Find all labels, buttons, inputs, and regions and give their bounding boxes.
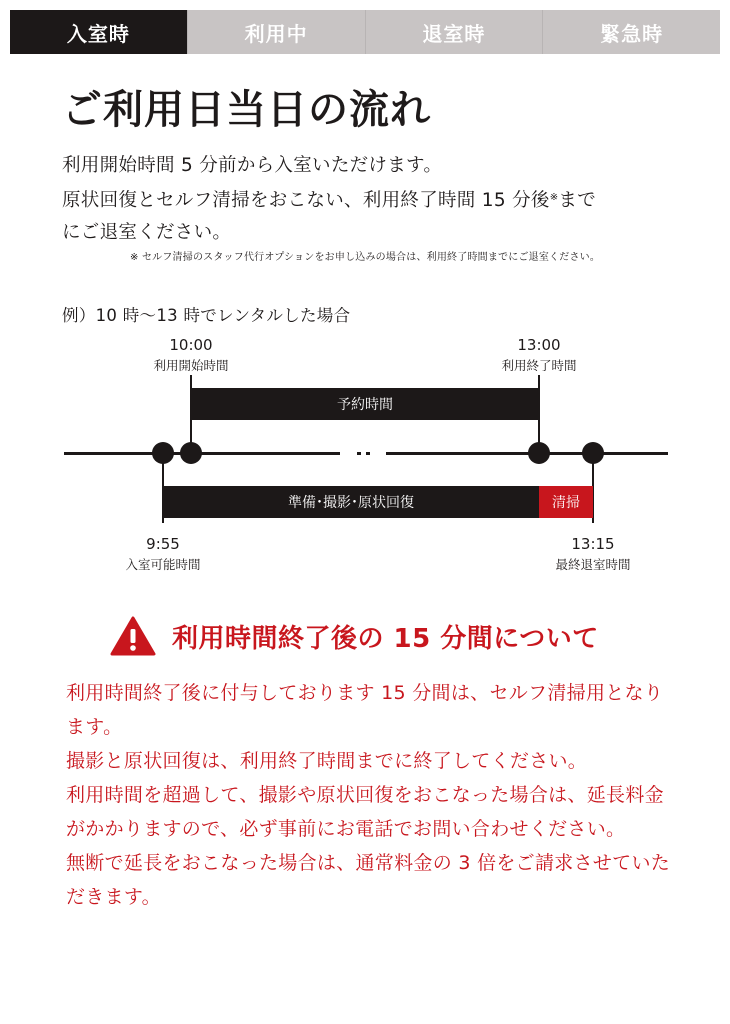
exit-time: 13:15 — [571, 535, 615, 553]
page-title: ご利用日当日の流れ — [62, 87, 431, 133]
end-label: 利用終了時間 — [501, 358, 577, 373]
entry-label: 入室可能時間 — [125, 557, 201, 572]
exit-label: 最終退室時間 — [555, 557, 631, 572]
entry-time: 9:55 — [146, 535, 180, 553]
tab-bar — [10, 10, 720, 54]
cleaning-bar: 清掃 — [539, 486, 593, 518]
end-dot — [528, 442, 550, 464]
prep-bar: 準備･撮影･原状回復 — [163, 486, 539, 518]
intro-text — [62, 150, 682, 249]
ellipsis-dot-1 — [357, 452, 361, 455]
end-time: 13:00 — [517, 336, 561, 354]
main-line-right — [386, 452, 668, 455]
warning-heading — [110, 616, 599, 656]
warning-paragraph-1: 利用時間終了後に付与しております 15 分間は、セルフ清掃用となります。 — [66, 682, 664, 738]
intro-line-1: 利用開始時間 5 分前から入室いただけます。 — [62, 155, 443, 176]
warning-body — [66, 676, 676, 914]
main-line-left — [64, 452, 340, 455]
start-time: 10:00 — [169, 336, 213, 354]
tab-entry[interactable]: 入室時 — [10, 10, 188, 54]
reservation-bar: 予約時間 — [191, 388, 539, 420]
tab-emergency[interactable]: 緊急時 — [600, 21, 664, 46]
start-dot — [180, 442, 202, 464]
footnote: ※ セルフ清掃のスタッフ代行オプションをお申し込みの場合は、利用終了時間までにご退室ください。 — [130, 252, 601, 263]
tab-exit[interactable]: 退室時 — [366, 10, 544, 54]
warning-paragraph-4: 無断で延長をおこなった場合は、通常料金の 3 倍をご請求させていただきます。 — [66, 852, 671, 908]
footnote-mark: ※ — [549, 192, 559, 203]
warning-paragraph-2: 撮影と原状回復は、利用終了時間までに終了してください。 — [66, 750, 588, 772]
tab-in-use[interactable]: 利用中 — [188, 10, 366, 54]
example-heading: 例）10 時〜13 時でレンタルした場合 — [62, 306, 351, 325]
start-label: 利用開始時間 — [153, 358, 229, 373]
warning-title: 利用時間終了後の 15 分間について — [172, 623, 599, 654]
intro-line-3: にご退室ください。 — [62, 222, 232, 243]
intro-line-2b: まで — [558, 190, 597, 211]
intro-line-2a: 原状回復とセルフ清掃をおこない、利用終了時間 15 分後 — [62, 190, 550, 211]
intro-line-2 — [62, 182, 682, 217]
warning-triangle-icon — [110, 616, 156, 656]
warning-paragraph-3: 利用時間を超過して、撮影や原状回復をおこなった場合は、延長料金がかかりますので、必ず事前にお電話でお問い合わせください。 — [66, 784, 664, 840]
ellipsis-dot-2 — [366, 452, 370, 455]
